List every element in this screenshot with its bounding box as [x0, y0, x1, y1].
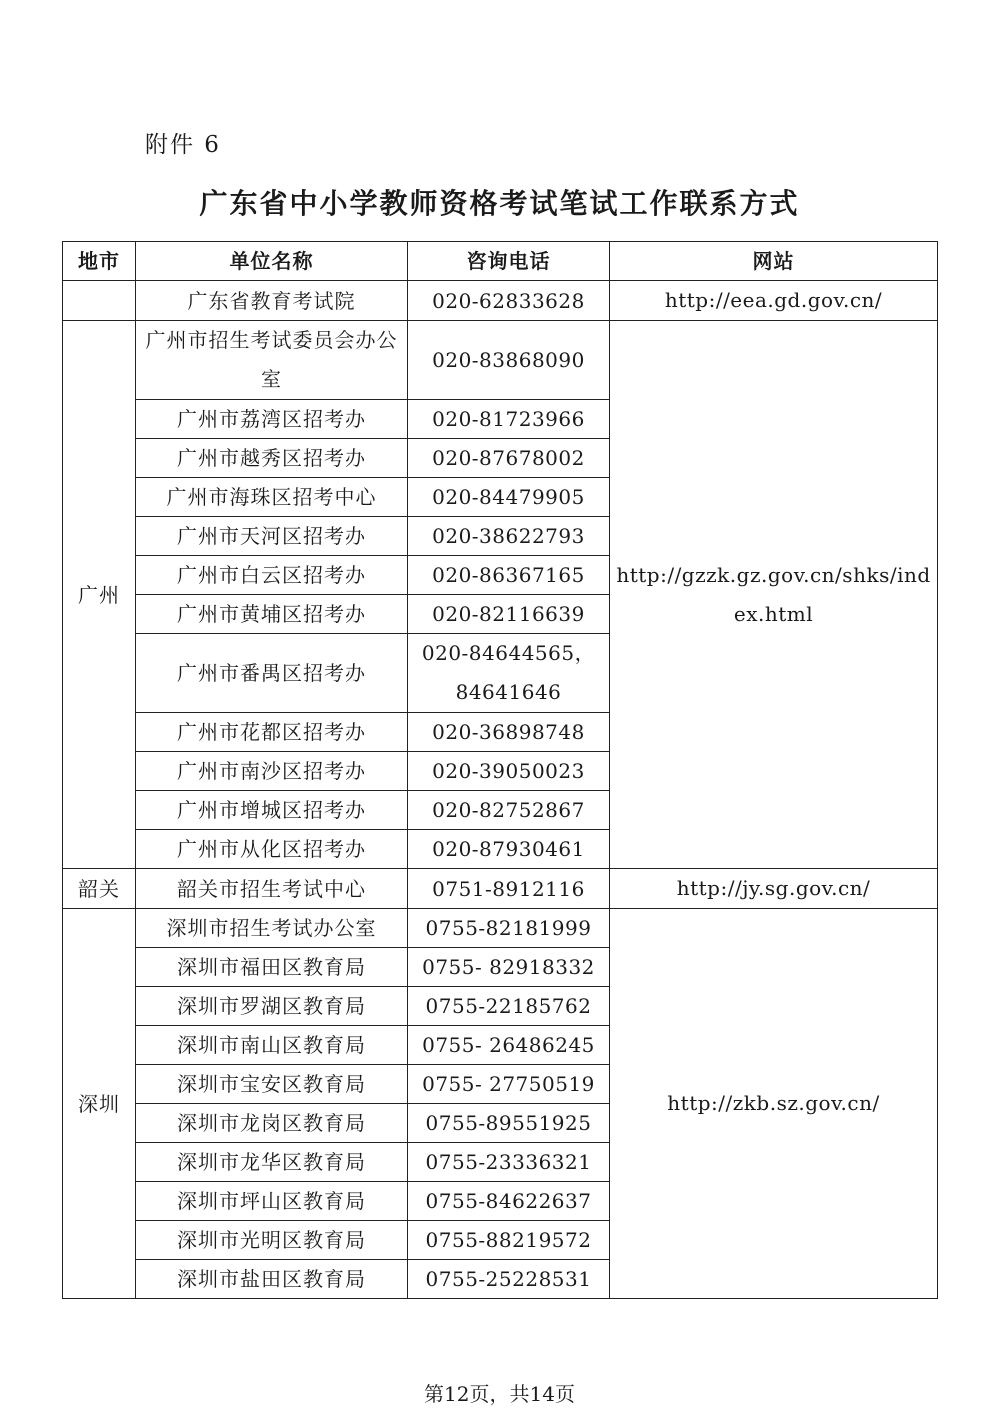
header-city: 地市	[63, 242, 136, 281]
attachment-label: 附件 6	[145, 132, 221, 158]
unit-cell: 广州市番禺区招考办	[136, 634, 408, 713]
city-cell-shaoguan: 韶关	[63, 869, 136, 909]
unit-cell: 深圳市南山区教育局	[136, 1026, 408, 1065]
phone-cell: 0755-89551925	[408, 1104, 610, 1143]
phone-cell: 020-84644565，84641646	[408, 634, 610, 713]
page-number: 第12页，共14页	[424, 1382, 575, 1406]
phone-cell: 0755-88219572	[408, 1221, 610, 1260]
unit-cell: 深圳市招生考试办公室	[136, 909, 408, 948]
phone-cell: 0755-22185762	[408, 987, 610, 1026]
phone-cell: 0755-25228531	[408, 1260, 610, 1299]
city-cell-shenzhen: 深圳	[63, 909, 136, 1299]
phone-cell: 020-87930461	[408, 830, 610, 869]
phone-cell: 020-84479905	[408, 478, 610, 517]
unit-cell: 深圳市福田区教育局	[136, 948, 408, 987]
phone-cell: 0755- 82918332	[408, 948, 610, 987]
unit-cell: 深圳市盐田区教育局	[136, 1260, 408, 1299]
unit-cell: 深圳市龙华区教育局	[136, 1143, 408, 1182]
header-website: 网站	[610, 242, 938, 281]
unit-cell: 韶关市招生考试中心	[136, 869, 408, 909]
unit-cell: 广州市海珠区招考中心	[136, 478, 408, 517]
phone-cell: 020-36898748	[408, 713, 610, 752]
header-phone: 咨询电话	[408, 242, 610, 281]
phone-cell: 020-38622793	[408, 517, 610, 556]
phone-cell: 020-62833628	[408, 281, 610, 321]
phone-cell: 020-87678002	[408, 439, 610, 478]
unit-cell: 广州市增城区招考办	[136, 791, 408, 830]
document-title: 广东省中小学教师资格考试笔试工作联系方式	[199, 187, 800, 220]
phone-cell: 0755- 26486245	[408, 1026, 610, 1065]
unit-cell: 深圳市龙岗区教育局	[136, 1104, 408, 1143]
unit-cell: 深圳市光明区教育局	[136, 1221, 408, 1260]
unit-cell: 广州市南沙区招考办	[136, 752, 408, 791]
unit-cell: 广州市花都区招考办	[136, 713, 408, 752]
city-cell	[63, 281, 136, 321]
table-row	[63, 869, 938, 909]
table-row	[63, 321, 938, 400]
city-cell-guangzhou: 广州	[63, 321, 136, 869]
unit-cell: 广州市荔湾区招考办	[136, 400, 408, 439]
website-link-guangzhou[interactable]: http://gzzk.gz.gov.cn/shks/index.html	[610, 321, 938, 869]
unit-cell: 深圳市罗湖区教育局	[136, 987, 408, 1026]
phone-cell: 020-86367165	[408, 556, 610, 595]
unit-cell: 广州市白云区招考办	[136, 556, 408, 595]
phone-cell: 020-82116639	[408, 595, 610, 634]
unit-cell: 深圳市坪山区教育局	[136, 1182, 408, 1221]
phone-cell: 020-81723966	[408, 400, 610, 439]
table-row	[63, 909, 938, 948]
unit-cell: 广州市招生考试委员会办公室	[136, 321, 408, 400]
phone-cell: 0755-23336321	[408, 1143, 610, 1182]
header-unit: 单位名称	[136, 242, 408, 281]
phone-cell: 0751-8912116	[408, 869, 610, 909]
unit-cell: 广州市天河区招考办	[136, 517, 408, 556]
unit-cell: 广州市黄埔区招考办	[136, 595, 408, 634]
unit-cell: 广州市从化区招考办	[136, 830, 408, 869]
phone-cell: 020-39050023	[408, 752, 610, 791]
website-link-shaoguan[interactable]: http://jy.sg.gov.cn/	[610, 869, 938, 909]
phone-cell: 0755-84622637	[408, 1182, 610, 1221]
phone-cell: 020-83868090	[408, 321, 610, 400]
phone-cell: 020-82752867	[408, 791, 610, 830]
website-link[interactable]: http://eea.gd.gov.cn/	[610, 281, 938, 321]
phone-cell: 0755-82181999	[408, 909, 610, 948]
table-row	[63, 281, 938, 321]
unit-cell: 广东省教育考试院	[136, 281, 408, 321]
table-header-row	[63, 242, 938, 281]
unit-cell: 深圳市宝安区教育局	[136, 1065, 408, 1104]
phone-cell: 0755- 27750519	[408, 1065, 610, 1104]
unit-cell: 广州市越秀区招考办	[136, 439, 408, 478]
website-link-shenzhen[interactable]: http://zkb.sz.gov.cn/	[610, 909, 938, 1299]
contact-table	[62, 241, 938, 1299]
